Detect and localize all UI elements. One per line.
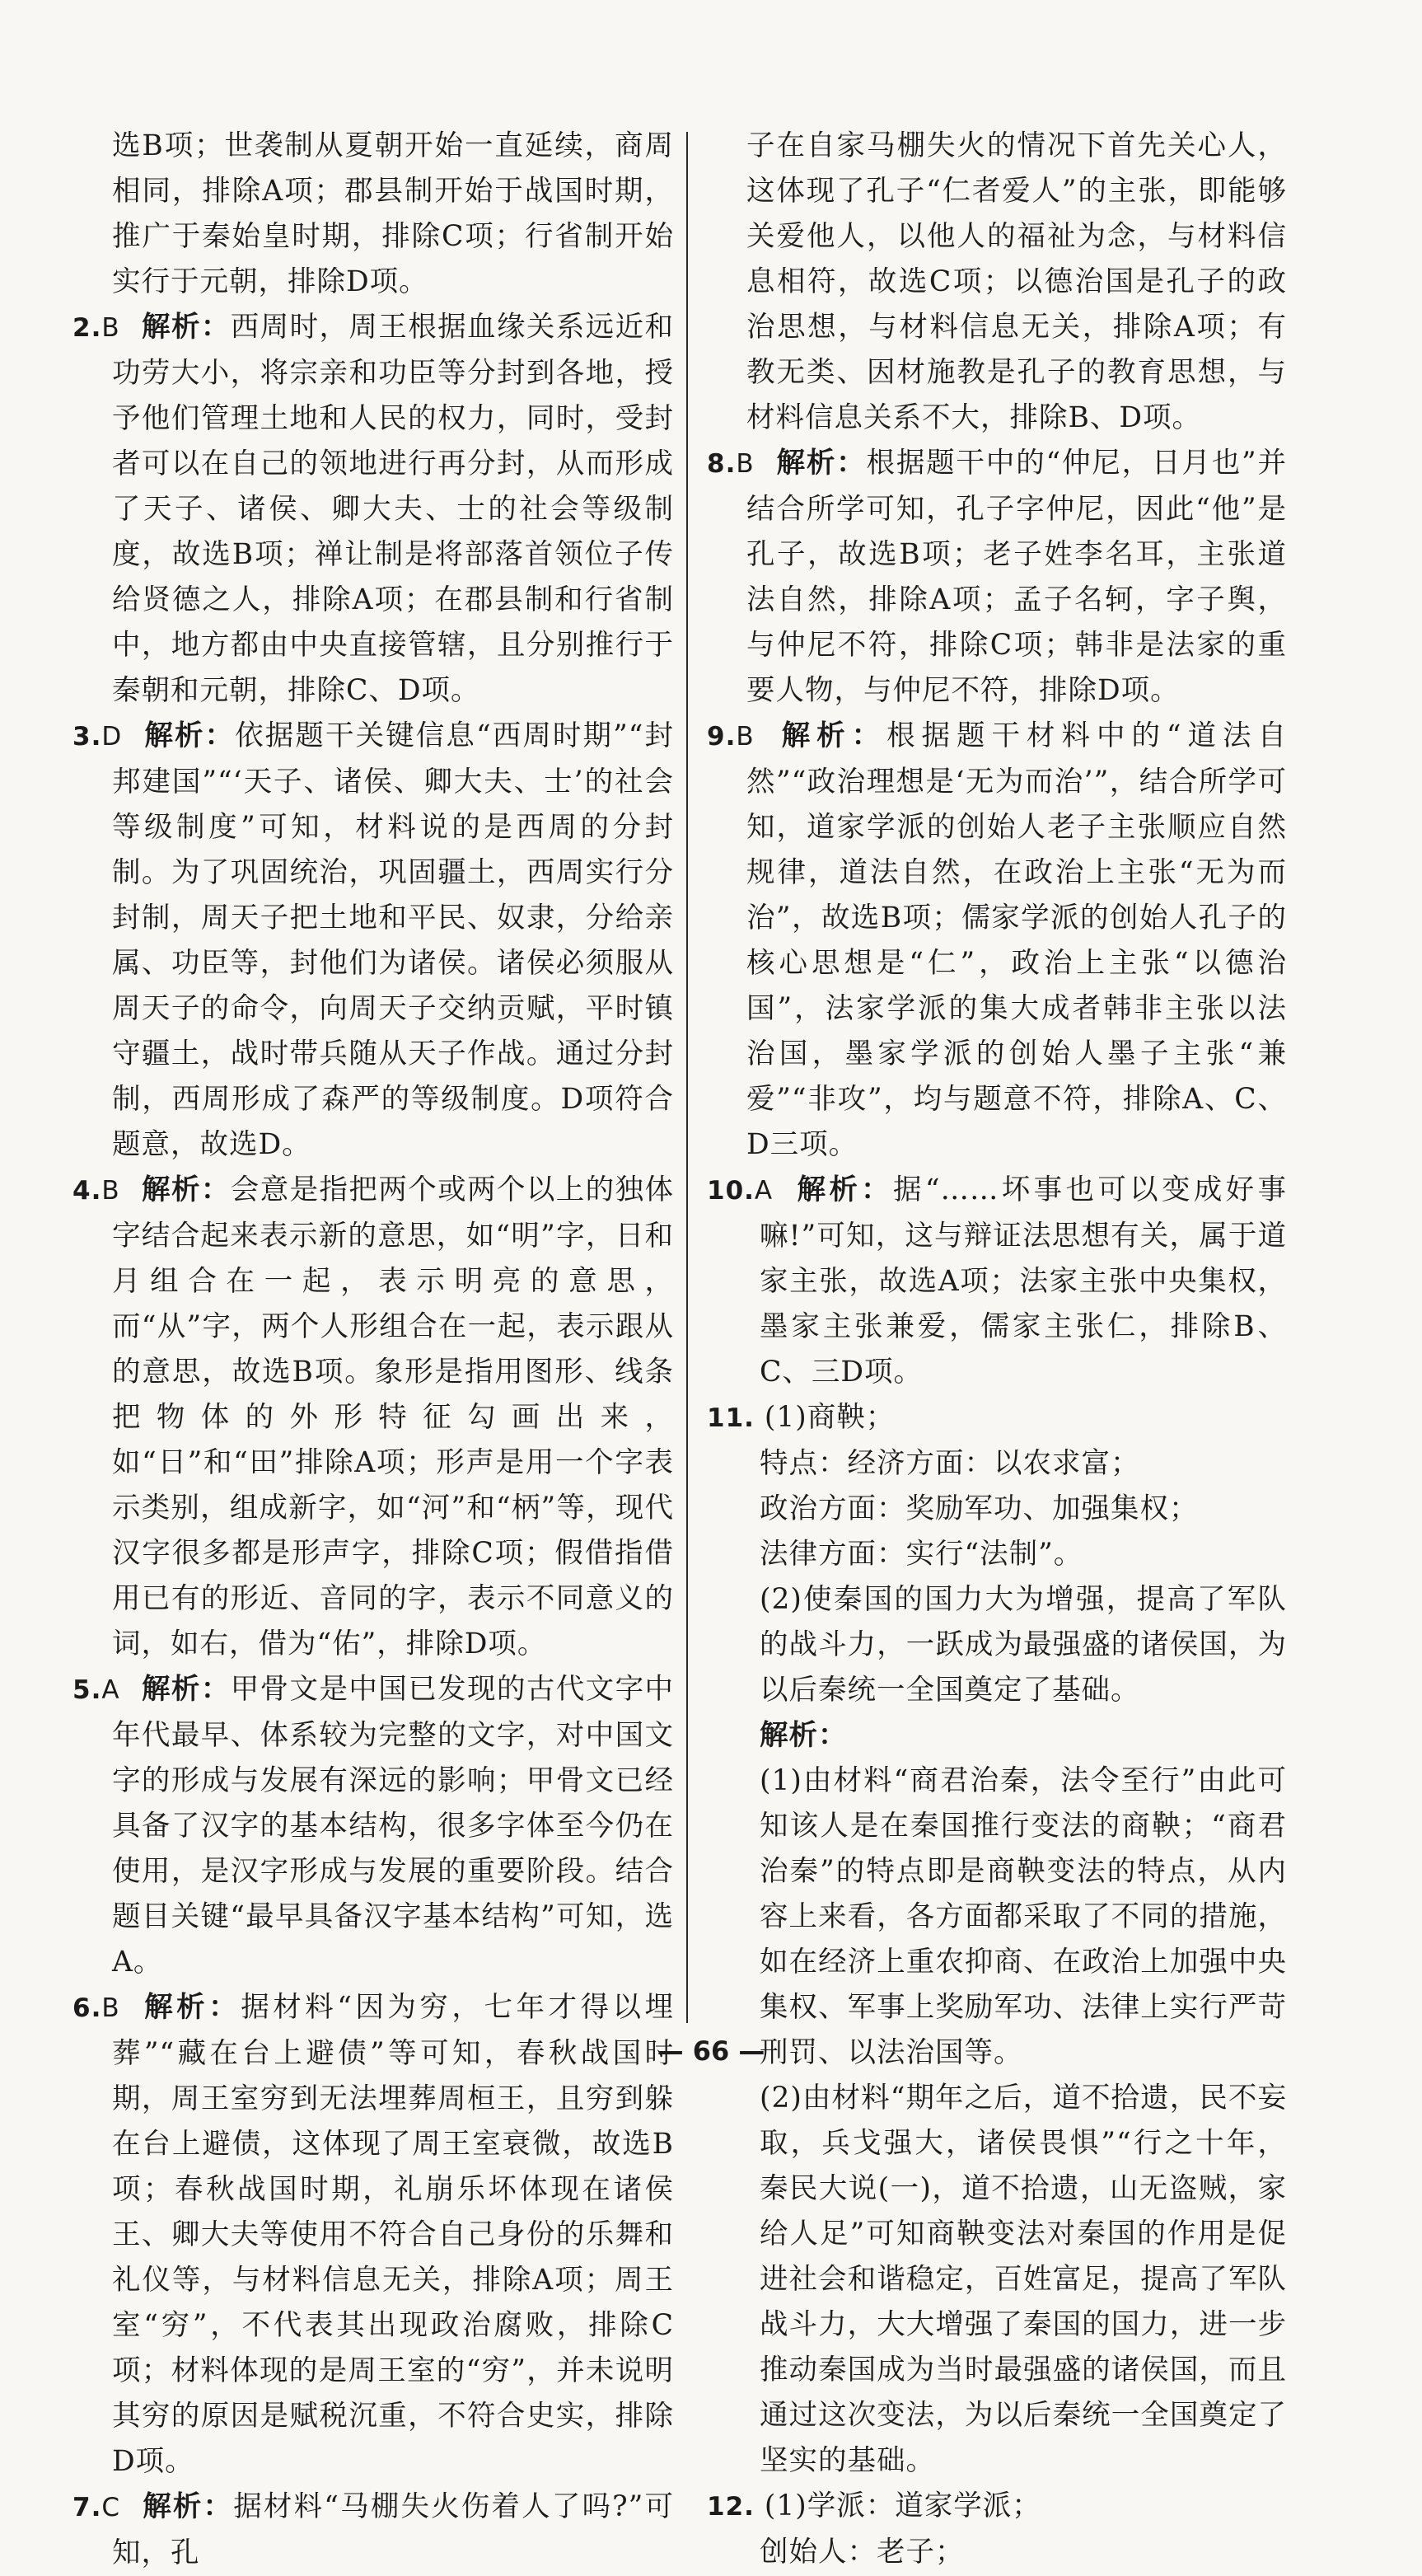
answer-item-3: 3.D 解析：依据题干关键信息“西周时期”“封邦建国”“‘天子、诸侯、卿大夫、士’的社会等级制度”可知，材料说的是西周的分封制。为了巩固统治，巩固疆土，西周实行分封制，周天子把土地和平民、奴隶，分给亲属、功臣等，封他们为诸侯。诸侯必须服从周天子的命令，向周天子交纳贡赋，平时镇守疆土，战时带兵随从天子作战。通过分封制，西周形成了森严的等级制度。D项符合题意，故选D。 xyxy=(73,719,675,1161)
continued-text: 选B项；世袭制从夏朝开始一直延续，商周相同，排除A项；郡县制开始于战国时期，推广于秦始皇时期，排除C项；行省制开始实行于元朝，排除D项。 xyxy=(112,129,674,298)
feature-line: 法律方面：实行“法制”。 xyxy=(760,1538,1083,1571)
answer-item-10: 10.A 解析：据“……坏事也可以变成好事嘛!”可知，这与辩证法思想有关，属于道家主张，故选A项；法家主张中央集权，墨家主张兼爱，儒家主张仁，排除B、C、三D项。 xyxy=(707,1173,1288,1389)
answer-item-9: 9.B 解析：根据题干材料中的“道法自然”“政治理想是‘无为而治’”，结合所学可知，道家学派的创始人老子主张顺应自然规律，道法自然，在政治上主张“无为而治”，故选B项；儒家学派的创始人孔子的核心思想是“仁”，政治上主张“以德治国”，法家学派的集大成者韩非主张以法治国，墨家学派的创始人墨子主张“兼爱”“非攻”，均与题意不符，排除A、C、D三项。 xyxy=(707,719,1288,1161)
right-column xyxy=(707,124,1287,2575)
analysis-label: 解析： xyxy=(760,1719,848,1752)
answer-item-5: 5.A 解析：甲骨文是中国已发现的古代文字中年代最早、体系较为完整的文字，对中国文字的形成与发展有深远的影响；甲骨文已经具备了汉字的基本结构，很多字体至今仍在使用，是汉字形成与发展的重要阶段。结合题目关键“最早具备汉字基本结构”可知，选A。 xyxy=(73,1673,675,1979)
answer-item-2: 2.B 解析：西周时，周王根据血缘关系远近和功劳大小，将宗亲和功臣等分封到各地，授予他们管理土地和人民的权力，同时，受封者可以在自己的领地进行再分封，从而形成了天子、诸侯、卿大夫、士的社会等级制度，故选B项；禅让制是将部落首领位子传给贤德之人，排除A项；在郡县制和行省制中，地方都由中央直接管辖，且分别推行于秦朝和元朝，排除C、D项。 xyxy=(73,311,675,707)
answer-item-11: 11. (1)商鞅； 特点：经济方面：以农求富； 政治方面：奖励军功、加强集权； 法律方面：实行“法制”。 (2)使秦国的国力大为增强，提高了军队的战斗力，一跃成为最强盛的诸侯国，为以后秦统一全国奠定了基础。 解析： (1)由材料“商君治秦，法令至行”由此可知该人是在秦国推行变法的商鞅；“商君治秦”的特点即是商鞅变法的特点，从内容上来看，各方面都采取了不同的措施，如在经济上重农抑商、在政治上加强中央集权、军事上奖励军功、法律上实行严苛刑罚、以法治国等。 (2)由材料“期年之后，道不拾遗，民不妄取，兵戈强大，诸侯畏惧”“行之十年，秦民大说(一)，道不拾遗，山无盗贼，家给人足”可知商鞅变法对秦国的作用是促进社会和谐稳定，百姓富足，提高了军队战斗力，大大增强了秦国的国力，进一步推动秦国成为当时最强盛的诸侯国，而且通过这次变法，为以后秦统一全国奠定了坚实的基础。 xyxy=(707,1395,1287,2484)
answer-item-7: 7.C 解析：据材料“马棚失火伤着人了吗?”可知，孔 xyxy=(73,2490,674,2569)
analysis-part-1: (1)由材料“商君治秦，法令至行”由此可知该人是在秦国推行变法的商鞅；“商君治秦”的特点即是商鞅变法的特点，从内容上来看，各方面都采取了不同的措施，如在经济上重农抑商、在政治上加强中央集权、军事上奖励军功、法律上实行严苛刑罚、以法治国等。 xyxy=(760,1764,1287,2069)
answer-item-8: 8.B 解析：根据题干中的“仲尼，日月也”并结合所学可知，孔子字仲尼，因此“他”是孔子，故选B项；老子姓李名耳，主张道法自然，排除A项；孟子名轲，字子舆，与仲尼不符，排除C项；韩非是法家的重要人物，与仲尼不符，排除D项。 xyxy=(707,447,1288,707)
answer-item-12: 12. (1)学派：道家学派； 创始人：老子； xyxy=(707,2489,1041,2569)
continued-text: 子在自家马棚失火的情况下首先关心人，这体现了孔子“仁者爱人”的主张，即能够关爱他人，以他人的福祉为念，与材料信息相符，故选C项；以德治国是孔子的政治思想，与材料信息无关，排除A项；有教无类、因材施教是孔子的教育思想，与材料信息关系不大，排除B、D项。 xyxy=(746,129,1287,434)
left-column xyxy=(73,124,674,2576)
answer-item-4: 4.B 解析：会意是指把两个或两个以上的独体字结合起来表示新的意思，如“明”字，日和月组合在一起，表示明亮的意思，而“从”字，两个人形组合在一起，表示跟从的意思，故选B项。象形是指用图形、线条把物体的外形特征勾画出来，如“日”和“田”排除A项；形声是用一个字表示类别，组成新字，如“河”和“柄”等，现代汉字很多都是形声字，排除C项；假借指借用已有的形近、音同的字，表示不同意义的词，如右，借为“佑”，排除D项。 xyxy=(73,1173,675,1660)
answer-part-2: (2)使秦国的国力大为增强，提高了军队的战斗力，一跃成为最强盛的诸侯国，为以后秦统一全国奠定了基础。 xyxy=(760,1583,1287,1707)
page-number: — 66 — xyxy=(657,2035,765,2067)
answer-item-6: 6.B 解析：据材料“因为穷，七年才得以埋葬”“藏在台上避债”等可知，春秋战国时期，周王室穷到无法埋葬周桓王，且穷到躲在台上避债，这体现了周王室衰微，故选B项；春秋战国时期，礼崩乐坏体现在诸侯王、卿大夫等使用不符合自己身份的乐舞和礼仪等，与材料信息无关，排除A项；周王室“穷”，不代表其出现政治腐败，排除C项；材料体现的是周王室的“穷”，并未说明其穷的原因是赋税沉重，不符合史实，排除D项。 xyxy=(73,1991,675,2478)
column-divider xyxy=(686,132,688,2023)
feature-line: 政治方面：奖励军功、加强集权； xyxy=(760,1492,1199,1525)
analysis-part-2: (2)由材料“期年之后，道不拾遗，民不妄取，兵戈强大，诸侯畏惧”“行之十年，秦民大说(一)，道不拾遗，山无盗贼，家给人足”可知商鞅变法对秦国的作用是促进社会和谐稳定，百姓富足，提高了军队战斗力，大大增强了秦国的国力，进一步推动秦国成为当时最强盛的诸侯国，而且通过这次变法，为以后秦统一全国奠定了坚实的基础。 xyxy=(760,2082,1287,2477)
feature-line: 特点：经济方面：以农求富； xyxy=(760,1447,1140,1480)
